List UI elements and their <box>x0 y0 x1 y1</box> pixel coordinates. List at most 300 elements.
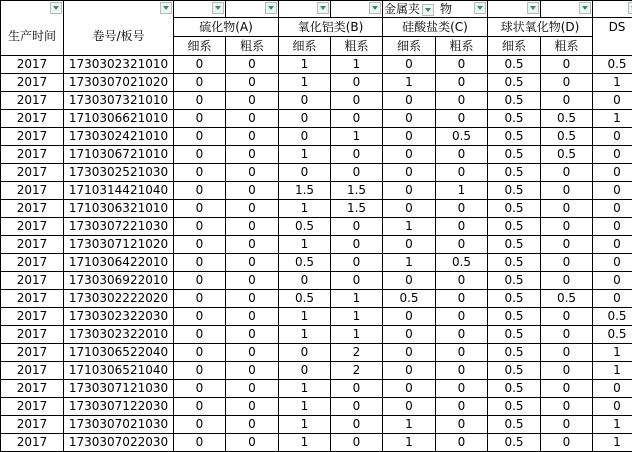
table-cell-a1[interactable]: 0 <box>174 92 226 110</box>
group-header-c: 硅酸盐类(C) <box>383 18 488 37</box>
table-cell-year[interactable]: 2017 <box>1 326 64 344</box>
table-cell-d1[interactable]: 0.5 <box>488 398 541 416</box>
filter-cell <box>541 1 593 18</box>
table-cell-id[interactable]: 1730302321010 <box>64 56 174 74</box>
table-cell-id[interactable]: 1730306922010 <box>64 272 174 290</box>
table-cell-a1[interactable]: 0 <box>174 308 226 326</box>
table-cell-a1[interactable]: 0 <box>174 362 226 380</box>
table-cell-c1[interactable]: 0 <box>383 344 436 362</box>
table-cell-a2[interactable]: 0 <box>226 164 279 182</box>
table-row <box>1 362 632 380</box>
table-cell-d1[interactable]: 0.5 <box>488 416 541 434</box>
table-cell-a2[interactable]: 0 <box>226 128 279 146</box>
filter-cell <box>488 1 541 18</box>
table-cell-d2[interactable]: 0 <box>541 362 593 380</box>
table-cell-year[interactable]: 2017 <box>1 56 64 74</box>
table-cell-b1[interactable]: 0.5 <box>279 254 331 272</box>
sub-header-coarse: 粗系 <box>226 37 279 56</box>
filter-dropdown-icon[interactable] <box>160 2 172 14</box>
table-cell-a1[interactable]: 0 <box>174 290 226 308</box>
table-cell-year[interactable]: 2017 <box>1 308 64 326</box>
table-cell-d1[interactable]: 0.5 <box>488 380 541 398</box>
table-cell-a2[interactable]: 0 <box>226 434 279 452</box>
table-cell-b2[interactable]: 0 <box>331 434 383 452</box>
table-cell-ds[interactable]: 0.5 <box>593 326 632 344</box>
table-cell-d1[interactable]: 0.5 <box>488 110 541 128</box>
table-cell-d1[interactable]: 0.5 <box>488 218 541 236</box>
table-cell-year[interactable]: 2017 <box>1 434 64 452</box>
table-cell-ds[interactable]: 0 <box>593 92 632 110</box>
production-time-header <box>1 1 64 56</box>
table-cell-d1[interactable]: 0.5 <box>488 182 541 200</box>
table-cell-a1[interactable]: 0 <box>174 254 226 272</box>
table-cell-a2[interactable]: 0 <box>226 326 279 344</box>
filter-dropdown-icon[interactable] <box>369 2 381 14</box>
table-cell-d1[interactable]: 0.5 <box>488 74 541 92</box>
table-cell-a2[interactable]: 0 <box>226 362 279 380</box>
table-cell-c1[interactable]: 0 <box>383 362 436 380</box>
table-cell-b1[interactable]: 0 <box>279 164 331 182</box>
table-cell-d1[interactable]: 0.5 <box>488 290 541 308</box>
table-cell-b2[interactable]: 0 <box>331 236 383 254</box>
table-cell-year[interactable]: 2017 <box>1 416 64 434</box>
table-cell-ds[interactable]: 1 <box>593 344 632 362</box>
table-cell-id[interactable]: 1730307221030 <box>64 218 174 236</box>
table-cell-a2[interactable]: 0 <box>226 218 279 236</box>
table-cell-a2[interactable]: 0 <box>226 380 279 398</box>
table-cell-id[interactable]: 1730307121020 <box>64 236 174 254</box>
filter-row <box>1 1 632 18</box>
table-cell-c1[interactable]: 1 <box>383 218 436 236</box>
table-row <box>1 380 632 398</box>
sub-header-fine: 细系 <box>279 37 331 56</box>
table-cell-id[interactable]: 1710306422010 <box>64 254 174 272</box>
table-cell-d1[interactable]: 0.5 <box>488 164 541 182</box>
table-cell-id[interactable]: 1730302421010 <box>64 128 174 146</box>
table-cell-b1[interactable]: 1 <box>279 398 331 416</box>
table-cell-ds[interactable]: 0 <box>593 236 632 254</box>
table-cell-ds[interactable]: 0.5 <box>593 308 632 326</box>
table-cell-b2[interactable]: 0 <box>331 164 383 182</box>
table-cell-d1[interactable]: 0.5 <box>488 236 541 254</box>
table-cell-ds[interactable]: 0 <box>593 128 632 146</box>
sub-header-fine: 细系 <box>174 37 226 56</box>
table-cell-b1[interactable]: 0.5 <box>279 290 331 308</box>
table-cell-b1[interactable]: 0 <box>279 110 331 128</box>
table-cell-c2[interactable]: 0 <box>436 236 488 254</box>
table-cell-id[interactable]: 1710306721010 <box>64 146 174 164</box>
table-cell-a2[interactable]: 0 <box>226 110 279 128</box>
table-cell-d2[interactable]: 0 <box>541 218 593 236</box>
table-cell-a1[interactable]: 0 <box>174 344 226 362</box>
table-cell-b1[interactable]: 1 <box>279 308 331 326</box>
table-cell-year[interactable]: 2017 <box>1 236 64 254</box>
table-cell-d2[interactable]: 0 <box>541 200 593 218</box>
table-cell-ds[interactable]: 0 <box>593 254 632 272</box>
sub-header-coarse: 粗系 <box>331 37 383 56</box>
table-cell-b2[interactable]: 1.5 <box>331 200 383 218</box>
table-cell-c1[interactable]: 0 <box>383 200 436 218</box>
table-cell-a1[interactable]: 0 <box>174 272 226 290</box>
table-cell-b1[interactable]: 1 <box>279 236 331 254</box>
table-cell-id[interactable]: 1710306321010 <box>64 200 174 218</box>
table-cell-d2[interactable]: 0 <box>541 326 593 344</box>
table-cell-d2[interactable]: 0 <box>541 344 593 362</box>
table-cell-a2[interactable]: 0 <box>226 200 279 218</box>
sub-header-coarse: 粗系 <box>436 37 488 56</box>
table-cell-d1[interactable]: 0.5 <box>488 362 541 380</box>
table-cell-c2[interactable]: 0 <box>436 326 488 344</box>
table-cell-b2[interactable]: 0 <box>331 416 383 434</box>
filter-cell <box>331 1 383 18</box>
table-cell-id[interactable]: 1730307022030 <box>64 434 174 452</box>
table-cell-id[interactable]: 1730302222020 <box>64 290 174 308</box>
table-cell-id[interactable]: 1730307321010 <box>64 92 174 110</box>
table-cell-c2[interactable]: 1 <box>436 182 488 200</box>
table-cell-c2[interactable]: 0 <box>436 146 488 164</box>
table-cell-a2[interactable]: 0 <box>226 272 279 290</box>
table-cell-a1[interactable]: 0 <box>174 56 226 74</box>
table-cell-d2[interactable]: 0 <box>541 74 593 92</box>
table-row <box>1 182 632 200</box>
table-cell-d1[interactable]: 0.5 <box>488 434 541 452</box>
table-cell-c2[interactable]: 0.5 <box>436 254 488 272</box>
table-cell-a1[interactable]: 0 <box>174 380 226 398</box>
table-cell-a1[interactable]: 0 <box>174 110 226 128</box>
coil-plate-label: 卷号/板号 <box>64 12 173 44</box>
table-cell-a1[interactable]: 0 <box>174 218 226 236</box>
filter-cell <box>226 1 279 18</box>
table-cell-ds[interactable]: 0 <box>593 146 632 164</box>
table-cell-b2[interactable]: 0 <box>331 272 383 290</box>
table-row <box>1 128 632 146</box>
table-cell-b1[interactable]: 0 <box>279 344 331 362</box>
filter-dropdown-icon[interactable] <box>527 2 539 14</box>
table-cell-a2[interactable]: 0 <box>226 92 279 110</box>
filter-dropdown-icon[interactable] <box>317 2 329 14</box>
table-cell-d2[interactable]: 0 <box>541 398 593 416</box>
table-cell-b1[interactable]: 0 <box>279 92 331 110</box>
table-cell-c2[interactable]: 0.5 <box>436 128 488 146</box>
table-cell-year[interactable]: 2017 <box>1 200 64 218</box>
table-cell-c1[interactable]: 0 <box>383 164 436 182</box>
table-cell-ds[interactable]: 1 <box>593 434 632 452</box>
table-cell-a2[interactable]: 0 <box>226 290 279 308</box>
table-cell-c2[interactable]: 0 <box>436 218 488 236</box>
table-cell-a2[interactable]: 0 <box>226 308 279 326</box>
table-cell-ds[interactable]: 0 <box>593 272 632 290</box>
table-cell-c2[interactable]: 0 <box>436 110 488 128</box>
table-cell-year[interactable]: 2017 <box>1 254 64 272</box>
table-cell-id[interactable]: 1710306621010 <box>64 110 174 128</box>
table-row <box>1 200 632 218</box>
filter-cell <box>174 1 226 18</box>
table-cell-d1[interactable]: 0.5 <box>488 344 541 362</box>
table-row <box>1 146 632 164</box>
table-cell-a1[interactable]: 0 <box>174 416 226 434</box>
table-cell-a2[interactable]: 0 <box>226 344 279 362</box>
table-cell-year[interactable]: 2017 <box>1 362 64 380</box>
table-cell-c1[interactable]: 0 <box>383 92 436 110</box>
table-cell-year[interactable]: 2017 <box>1 290 64 308</box>
table-cell-year[interactable]: 2017 <box>1 146 64 164</box>
table-cell-d1[interactable]: 0.5 <box>488 92 541 110</box>
table-cell-c2[interactable]: 0 <box>436 398 488 416</box>
table-cell-b1[interactable]: 1 <box>279 146 331 164</box>
table-cell-d2[interactable]: 0.5 <box>541 110 593 128</box>
table-cell-ds[interactable]: 0 <box>593 182 632 200</box>
table-cell-d2[interactable]: 0 <box>541 182 593 200</box>
table-cell-c1[interactable]: 1 <box>383 434 436 452</box>
table-row <box>1 290 632 308</box>
table-cell-b1[interactable]: 0.5 <box>279 218 331 236</box>
table-cell-c1[interactable]: 0 <box>383 326 436 344</box>
table-cell-year[interactable]: 2017 <box>1 128 64 146</box>
table-cell-a2[interactable]: 0 <box>226 56 279 74</box>
table-cell-b2[interactable]: 1 <box>331 326 383 344</box>
table-cell-b1[interactable]: 0 <box>279 362 331 380</box>
table-cell-c2[interactable]: 0 <box>436 308 488 326</box>
table-row <box>1 74 632 92</box>
table-cell-a1[interactable]: 0 <box>174 326 226 344</box>
table-cell-b1[interactable]: 1 <box>279 56 331 74</box>
table-cell-a2[interactable]: 0 <box>226 146 279 164</box>
filter-dropdown-icon[interactable] <box>265 2 277 14</box>
sub-header-fine: 细系 <box>383 37 436 56</box>
table-cell-b2[interactable]: 2 <box>331 344 383 362</box>
table-cell-b2[interactable]: 1 <box>331 128 383 146</box>
table-cell-year[interactable]: 2017 <box>1 272 64 290</box>
table-row <box>1 110 632 128</box>
filter-dropdown-icon[interactable] <box>474 2 486 14</box>
filter-dropdown-icon[interactable] <box>212 2 224 14</box>
table-cell-c1[interactable]: 0 <box>383 236 436 254</box>
table-cell-id[interactable]: 1710306521040 <box>64 362 174 380</box>
table-cell-a1[interactable]: 0 <box>174 398 226 416</box>
table-cell-d1[interactable]: 0.5 <box>488 56 541 74</box>
table-cell-c2[interactable]: 0 <box>436 200 488 218</box>
table-cell-d2[interactable]: 0 <box>541 434 593 452</box>
table-row <box>1 398 632 416</box>
table-cell-b2[interactable]: 0 <box>331 110 383 128</box>
table-cell-c2[interactable]: 0 <box>436 434 488 452</box>
table-cell-id[interactable]: 1730307021020 <box>64 74 174 92</box>
table-cell-b1[interactable]: 1 <box>279 416 331 434</box>
metal-inclusion-suffix: 物 <box>440 2 452 16</box>
table-cell-b1[interactable]: 0 <box>279 128 331 146</box>
filter-cell <box>593 1 632 18</box>
table-cell-b2[interactable]: 0 <box>331 218 383 236</box>
table-row <box>1 272 632 290</box>
table-cell-a1[interactable]: 0 <box>174 236 226 254</box>
table-cell-a2[interactable]: 0 <box>226 182 279 200</box>
table-row <box>1 434 632 452</box>
filter-dropdown-icon[interactable] <box>579 2 591 14</box>
table-cell-b2[interactable]: 2 <box>331 362 383 380</box>
table-cell-year[interactable]: 2017 <box>1 218 64 236</box>
table-row <box>1 218 632 236</box>
table-cell-id[interactable]: 1730307122030 <box>64 398 174 416</box>
table-cell-year[interactable]: 2017 <box>1 380 64 398</box>
table-row <box>1 92 632 110</box>
table-cell-a1[interactable]: 0 <box>174 434 226 452</box>
table-cell-b2[interactable]: 0 <box>331 146 383 164</box>
filter-cell <box>279 1 331 18</box>
table-cell-ds[interactable]: 1 <box>593 110 632 128</box>
table-cell-b1[interactable]: 1 <box>279 74 331 92</box>
table-cell-d1[interactable]: 0.5 <box>488 326 541 344</box>
table-cell-b1[interactable]: 1 <box>279 380 331 398</box>
table-cell-c1[interactable]: 0 <box>383 182 436 200</box>
table-cell-c1[interactable]: 1 <box>383 74 436 92</box>
table-cell-year[interactable]: 2017 <box>1 164 64 182</box>
table-cell-a1[interactable]: 0 <box>174 74 226 92</box>
table-cell-year[interactable]: 2017 <box>1 182 64 200</box>
table-cell-a1[interactable]: 0 <box>174 164 226 182</box>
table-cell-id[interactable]: 1730307021030 <box>64 416 174 434</box>
table-cell-d2[interactable]: 0 <box>541 92 593 110</box>
table-cell-d2[interactable]: 0 <box>541 56 593 74</box>
filter-dropdown-icon[interactable] <box>422 4 434 16</box>
table-cell-d1[interactable]: 0.5 <box>488 254 541 272</box>
table-cell-ds[interactable]: 0.5 <box>593 56 632 74</box>
table-cell-ds[interactable]: 0 <box>593 200 632 218</box>
coil-plate-header <box>64 1 174 56</box>
table-cell-b1[interactable]: 1 <box>279 200 331 218</box>
table-cell-b2[interactable]: 0 <box>331 92 383 110</box>
table-cell-c2[interactable]: 0 <box>436 416 488 434</box>
table-cell-ds[interactable]: 1 <box>593 74 632 92</box>
table-cell-ds[interactable]: 0 <box>593 290 632 308</box>
table-cell-d1[interactable]: 0.5 <box>488 146 541 164</box>
table-cell-d2[interactable]: 0 <box>541 236 593 254</box>
table-cell-year[interactable]: 2017 <box>1 110 64 128</box>
table-cell-id[interactable]: 1730302322030 <box>64 308 174 326</box>
table-cell-c2[interactable]: 0 <box>436 74 488 92</box>
table-cell-b2[interactable]: 0 <box>331 380 383 398</box>
table-cell-d2[interactable]: 0 <box>541 272 593 290</box>
group-header-b: 氧化铝类(B) <box>279 18 383 37</box>
table-cell-b1[interactable]: 0 <box>279 272 331 290</box>
table-row <box>1 308 632 326</box>
filter-dropdown-icon[interactable] <box>50 2 62 14</box>
table-cell-d2[interactable]: 0 <box>541 308 593 326</box>
table-cell-c1[interactable]: 0 <box>383 128 436 146</box>
table-cell-c1[interactable]: 0 <box>383 398 436 416</box>
table-cell-b1[interactable]: 1.5 <box>279 182 331 200</box>
table-cell-a2[interactable]: 0 <box>226 398 279 416</box>
table-cell-id[interactable]: 1710314421040 <box>64 182 174 200</box>
table-cell-c1[interactable]: 0 <box>383 272 436 290</box>
table-cell-d2[interactable]: 0 <box>541 416 593 434</box>
table-cell-ds[interactable]: 0 <box>593 398 632 416</box>
table-row <box>1 326 632 344</box>
table-cell-c1[interactable]: 1 <box>383 254 436 272</box>
table-cell-d2[interactable]: 0 <box>541 380 593 398</box>
sub-header-coarse: 粗系 <box>541 37 593 56</box>
table-cell-c2[interactable]: 0 <box>436 290 488 308</box>
table-cell-b2[interactable]: 0 <box>331 254 383 272</box>
table-cell-c2[interactable]: 0 <box>436 362 488 380</box>
table-cell-a2[interactable]: 0 <box>226 236 279 254</box>
group-header-d: 球状氧化物(D) <box>488 18 593 37</box>
table-cell-b1[interactable]: 1 <box>279 434 331 452</box>
table-cell-c1[interactable]: 0 <box>383 110 436 128</box>
table-cell-b2[interactable]: 0 <box>331 398 383 416</box>
table-cell-c1[interactable]: 0 <box>383 56 436 74</box>
table-cell-a1[interactable]: 0 <box>174 146 226 164</box>
table-cell-b2[interactable]: 1 <box>331 308 383 326</box>
table-cell-d2[interactable]: 0 <box>541 254 593 272</box>
table-cell-c1[interactable]: 0 <box>383 146 436 164</box>
table-cell-a1[interactable]: 0 <box>174 182 226 200</box>
table-cell-id[interactable]: 1730302322010 <box>64 326 174 344</box>
table-cell-c1[interactable]: 1 <box>383 416 436 434</box>
table-cell-b1[interactable]: 1 <box>279 326 331 344</box>
table-cell-c2[interactable]: 0 <box>436 272 488 290</box>
group-header-a: 硫化物(A) <box>174 18 279 37</box>
table-cell-a2[interactable]: 0 <box>226 254 279 272</box>
ds-header: DS <box>593 18 632 56</box>
table-cell-d2[interactable]: 0.5 <box>541 128 593 146</box>
table-cell-c2[interactable]: 0 <box>436 164 488 182</box>
table-cell-ds[interactable]: 1 <box>593 362 632 380</box>
table-cell-d1[interactable]: 0.5 <box>488 308 541 326</box>
table-cell-a2[interactable]: 0 <box>226 416 279 434</box>
table-cell-id[interactable]: 1710306522040 <box>64 344 174 362</box>
table-cell-b2[interactable]: 0 <box>331 74 383 92</box>
table-cell-c1[interactable]: 0.5 <box>383 290 436 308</box>
table-cell-year[interactable]: 2017 <box>1 92 64 110</box>
production-time-label: 生产时间 <box>1 12 63 44</box>
table-cell-a1[interactable]: 0 <box>174 200 226 218</box>
table-cell-c2[interactable]: 0 <box>436 344 488 362</box>
table-cell-id[interactable]: 1730302521030 <box>64 164 174 182</box>
table-cell-d2[interactable]: 0 <box>541 164 593 182</box>
table-cell-year[interactable]: 2017 <box>1 344 64 362</box>
table-cell-ds[interactable]: 0 <box>593 218 632 236</box>
table-cell-c1[interactable]: 0 <box>383 380 436 398</box>
metal-inclusion-label: 金属夹 <box>384 2 420 16</box>
table-cell-d2[interactable]: 0.5 <box>541 290 593 308</box>
table-cell-c2[interactable]: 0 <box>436 92 488 110</box>
table-cell-d2[interactable]: 0.5 <box>541 146 593 164</box>
table-cell-a2[interactable]: 0 <box>226 74 279 92</box>
table-cell-year[interactable]: 2017 <box>1 398 64 416</box>
table-cell-ds[interactable]: 0 <box>593 164 632 182</box>
table-cell-d1[interactable]: 0.5 <box>488 272 541 290</box>
table-cell-d1[interactable]: 0.5 <box>488 128 541 146</box>
table-cell-c2[interactable]: 0 <box>436 56 488 74</box>
table-cell-ds[interactable]: 1 <box>593 416 632 434</box>
filter-dropdown-icon[interactable] <box>628 2 632 14</box>
table-cell-ds[interactable]: 0 <box>593 380 632 398</box>
table-cell-d1[interactable]: 0.5 <box>488 200 541 218</box>
table-cell-year[interactable]: 2017 <box>1 74 64 92</box>
table-cell-c2[interactable]: 0 <box>436 380 488 398</box>
table-row <box>1 56 632 74</box>
table-cell-b2[interactable]: 1.5 <box>331 182 383 200</box>
table-cell-a1[interactable]: 0 <box>174 128 226 146</box>
table-cell-c1[interactable]: 0 <box>383 308 436 326</box>
table-cell-b2[interactable]: 1 <box>331 56 383 74</box>
table-row <box>1 164 632 182</box>
table-row <box>1 416 632 434</box>
sub-header-fine: 细系 <box>488 37 541 56</box>
table-cell-b2[interactable]: 1 <box>331 290 383 308</box>
table-cell-id[interactable]: 1730307121030 <box>64 380 174 398</box>
table-row <box>1 344 632 362</box>
